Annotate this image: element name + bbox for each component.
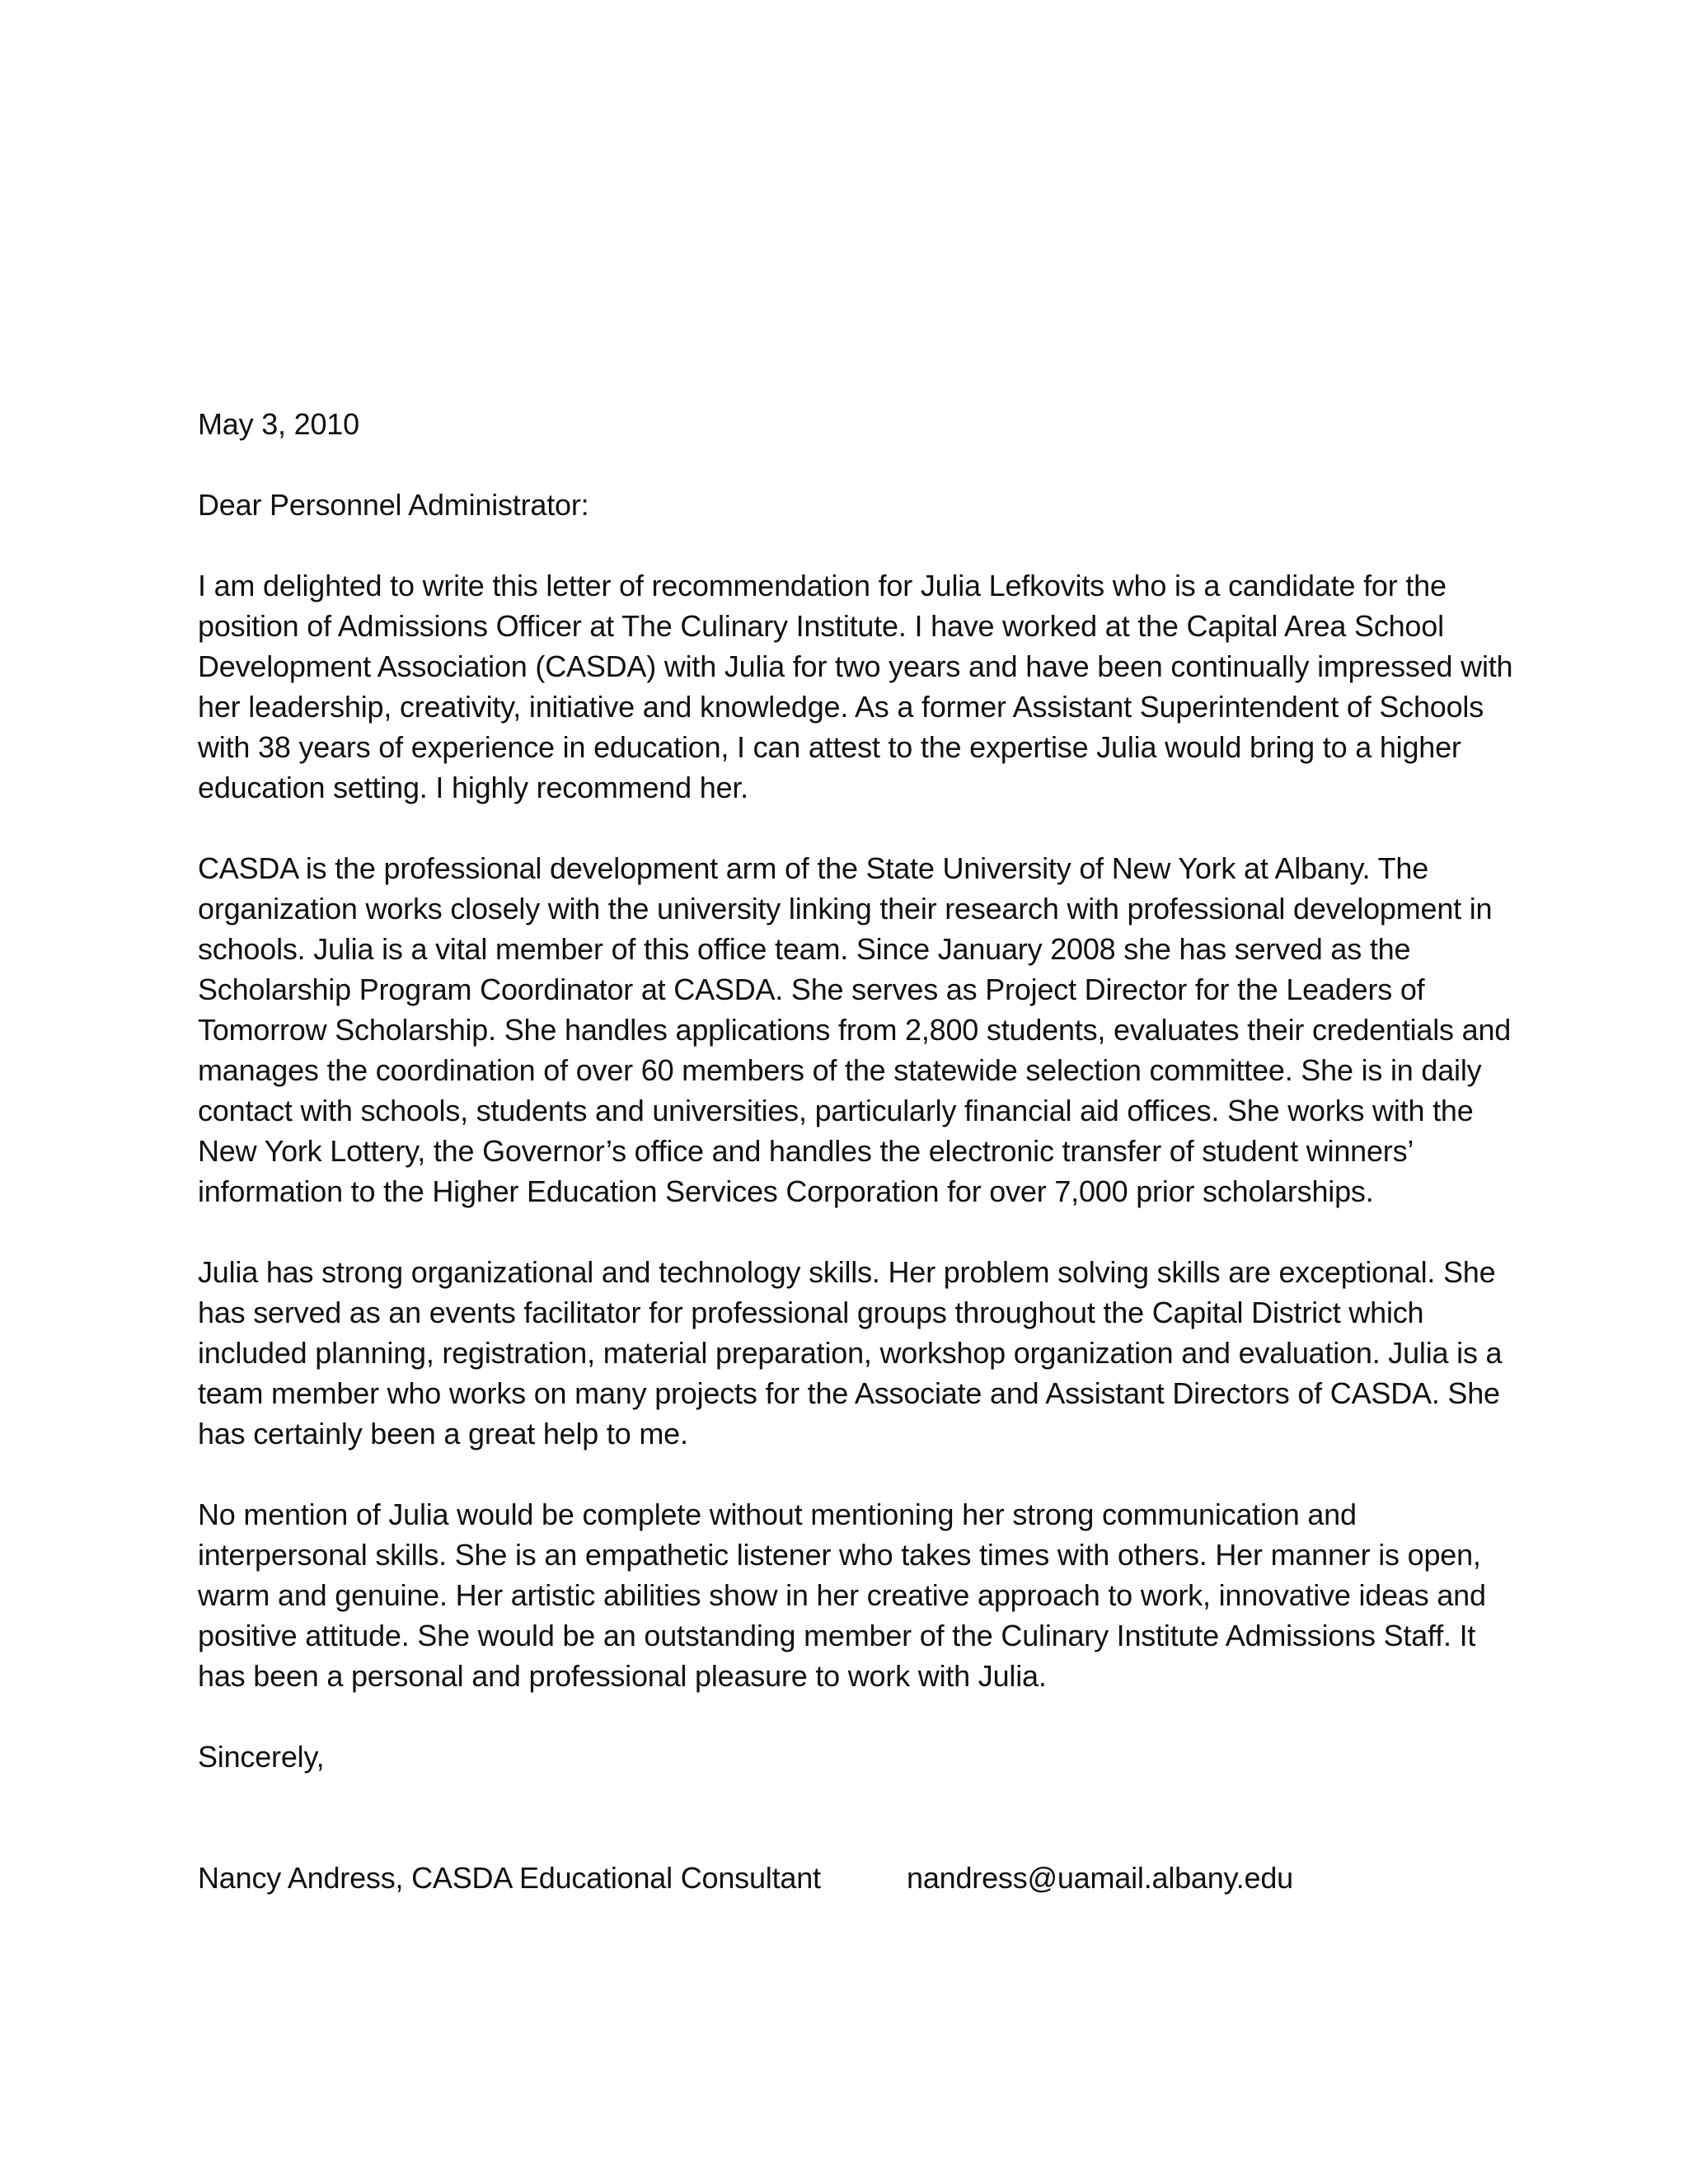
- signature-line: [198, 1858, 1517, 1898]
- signature-email: nandress@uamail.albany.edu: [907, 1861, 1293, 1895]
- paragraph-introduction: I am delighted to write this letter of recommendation for Julia Lefkovits who is a candidate for the position of Admissions Officer at The Culinary Institute. I have worked at the Capital Area School Development Association (CASDA) with Julia for two years and have been continually impressed with her leadership, creativity, initiative and knowledge. As a former Assistant Superintendent of Schools with 38 years of experience in education, I can attest to the expertise Julia would bring to a higher education setting. I highly recommend her.: [198, 569, 1513, 804]
- letter-date: May 3, 2010: [198, 407, 359, 441]
- paragraph-skills: Julia has strong organizational and technology skills. Her problem solving skills are exceptional. She has served as an events facilitator for professional groups throughout the Capital District which included planning, registration, material preparation, workshop organization and evaluation. Julia is a team member who works on many projects for the Associate and Assistant Directors of CASDA. She has certainly been a great help to me.: [198, 1255, 1503, 1451]
- paragraph-communication: No mention of Julia would be complete without mentioning her strong communication and interpersonal skills. She is an empathetic listener who takes times with others. Her manner is open, warm and genuine. Her artistic abilities show in her creative approach to work, innovative ideas and positive attitude. She would be an outstanding member of the Culinary Institute Admissions Staff. It has been a personal and professional pleasure to work with Julia.: [198, 1497, 1486, 1693]
- signature-name: Nancy Andress, CASDA Educational Consultant: [198, 1861, 821, 1895]
- letter-body: [198, 404, 1517, 1898]
- letter-closing: Sincerely,: [198, 1740, 325, 1774]
- paragraph-casda-role: CASDA is the professional development arm of the State University of New York at Albany. The organization works closely with the university linking their research with professional development in schools. Julia is a vital member of this office team. Since January 2008 she has served as the Scholarship Program Coordinator at CASDA. She serves as Project Director for the Leaders of Tomorrow Scholarship. She handles applications from 2,800 students, evaluates their credentials and manages the coordination of over 60 members of the statewide selection committee. She is in daily contact with schools, students and universities, particularly financial aid offices. She works with the New York Lottery, the Governor’s office and handles the electronic transfer of student winners’ information to the Higher Education Services Corporation for over 7,000 prior scholarships.: [198, 851, 1512, 1208]
- letter-salutation: Dear Personnel Administrator:: [198, 488, 589, 522]
